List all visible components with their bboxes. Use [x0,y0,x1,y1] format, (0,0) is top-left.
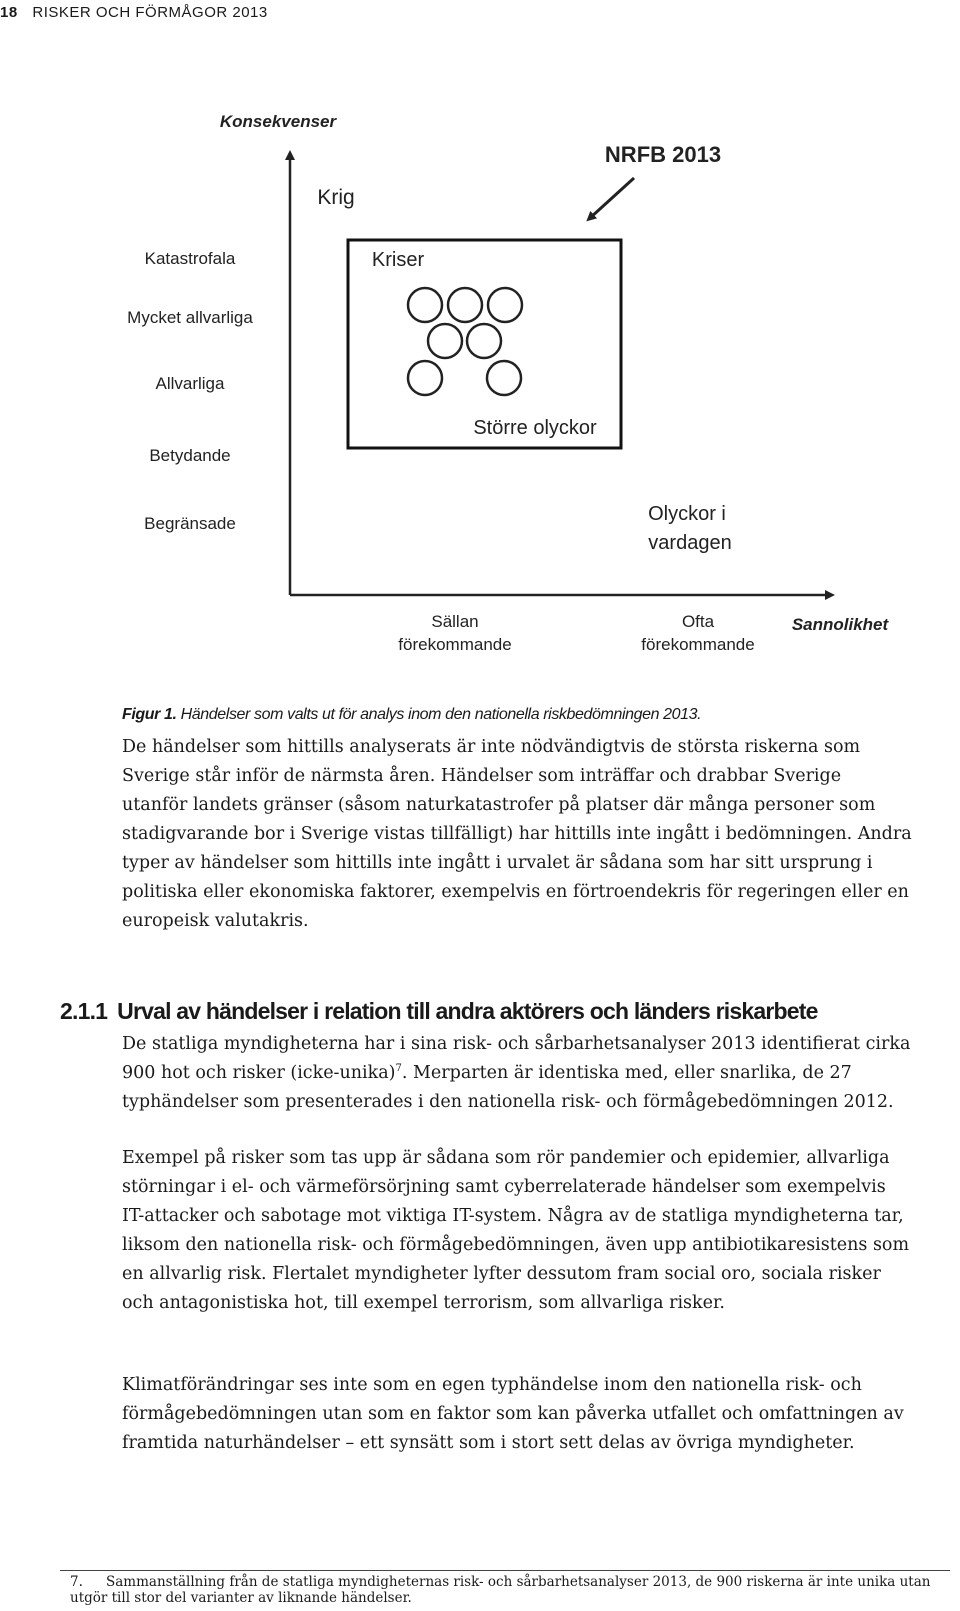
paragraph-2 [122,1030,912,1117]
x-level-ofta-line2: förekommande [641,635,755,654]
box-label-kriser: Kriser [371,249,425,271]
y-level-begransade: Begränsade [144,514,236,533]
scenario-circle-5 [467,324,501,358]
paragraph-2-part-a: De statliga myndigheterna har i sina risk- och sårbarhetsanalyser 2013 identifierat cirka 900 hot och risker (icke-unika) [122,1034,911,1083]
nrfb-arrow [590,178,634,218]
risk-figure [0,0,960,700]
figure-caption [122,706,701,724]
paragraph-4: Klimatförändringar ses inte som en egen typhändelse inom den nationella risk- och förmågebedömningen utan som en faktor som kan påverka utfallet och omfattningen av framtida naturhändelser – ett synsätt som i stort sett delas av övriga myndigheter. [122,1375,904,1453]
x-axis-title: Sannolikhet [791,615,889,634]
paragraph-3: Exempel på risker som tas upp är sådana som rör pandemier och epidemier, allvarliga störningar i el- och värmeförsörjning samt cyberrelaterade händelser som exempelvis IT-attacker och sabotage mot viktiga IT-system. Några av de statliga myndigheterna tar, liksom den nationella risk- och förmågebedömningen, även upp antibiotikaresistens som en allvarlig risk. Flertalet myndigheter lyfter dessutom fram social oro, sociala risker och antagonistiska hot, till exempel terrorism, som allvarliga risker. [122,1148,910,1313]
running-title: RISKER OCH FÖRMÅGOR 2013 [32,4,268,21]
section-title: Urval av händelser i relation till andra aktörers och länders riskarbete [117,998,818,1024]
y-level-mycket-allvarliga: Mycket allvarliga [127,308,253,327]
scenario-circle-2 [448,288,482,322]
footnote-ref: 7 [395,1063,402,1075]
section-heading [60,998,818,1025]
paragraph-1: De händelser som hittills analyserats är inte nödvändigtvis de största riskerna som Sverige står inför de närmsta åren. Händelser som inträffar och drabbar Sverige utanför landets gränser (såsom naturkatastrofer på platser där många personer som stadigvarande bor i Sverige vistas tillfälligt) har hittills inte ingått i bedömningen. Andra typer av händelser som hittills inte ingått i urvalet är sådana som har sitt ursprung i politiska eller ekonomiska faktorer, exempelvis en förtroendekris för regeringen eller en europeisk valutakris. [122,737,912,931]
footnote-divider [60,1570,950,1571]
caption-label: Figur 1. [122,706,177,723]
page-number: 18 [0,4,18,21]
section-number: 2.1.1 [60,998,108,1024]
x-level-sallan-line2: förekommande [398,635,512,654]
nrfb-label: NRFB 2013 [604,142,722,167]
paragraph-2-part-b: . Merparten är identiska med, eller snarlika, de 27 typhändelser som presenterades i den nationella risk- och förmågebedömningen 2012. [122,1063,894,1112]
y-level-betydande: Betydande [149,446,231,465]
x-level-ofta-line1: Ofta [681,612,715,631]
scenario-circle-6 [408,361,442,395]
footnote [70,1574,940,1606]
scenario-circle-7 [487,361,521,395]
x-level-sallan-line1: Sällan [431,612,479,631]
outside-label-line1: Olyckor i [648,503,726,525]
y-level-katastrofala: Katastrofala [144,249,236,268]
footnote-text: Sammanställning från de statliga myndigheternas risk- och sårbarhetsanalyser 2013, de 900 riskerna är inte unika utan utgör till stor del varianter av liknande händelser. [70,1574,931,1606]
scenario-circle-3 [488,288,522,322]
outside-label-line2: vardagen [648,532,732,554]
scenario-circle-1 [408,288,442,322]
y-level-krig: Krig [317,186,355,209]
footnote-number: 7. [70,1574,83,1590]
y-axis-title: Konsekvenser [219,112,337,131]
y-level-allvarliga: Allvarliga [155,374,225,393]
caption-text: Händelser som valts ut för analys inom den nationella riskbedömningen 2013. [180,706,702,723]
box-label-storre-olyckor: Större olyckor [473,417,597,439]
scenario-circle-4 [428,324,462,358]
